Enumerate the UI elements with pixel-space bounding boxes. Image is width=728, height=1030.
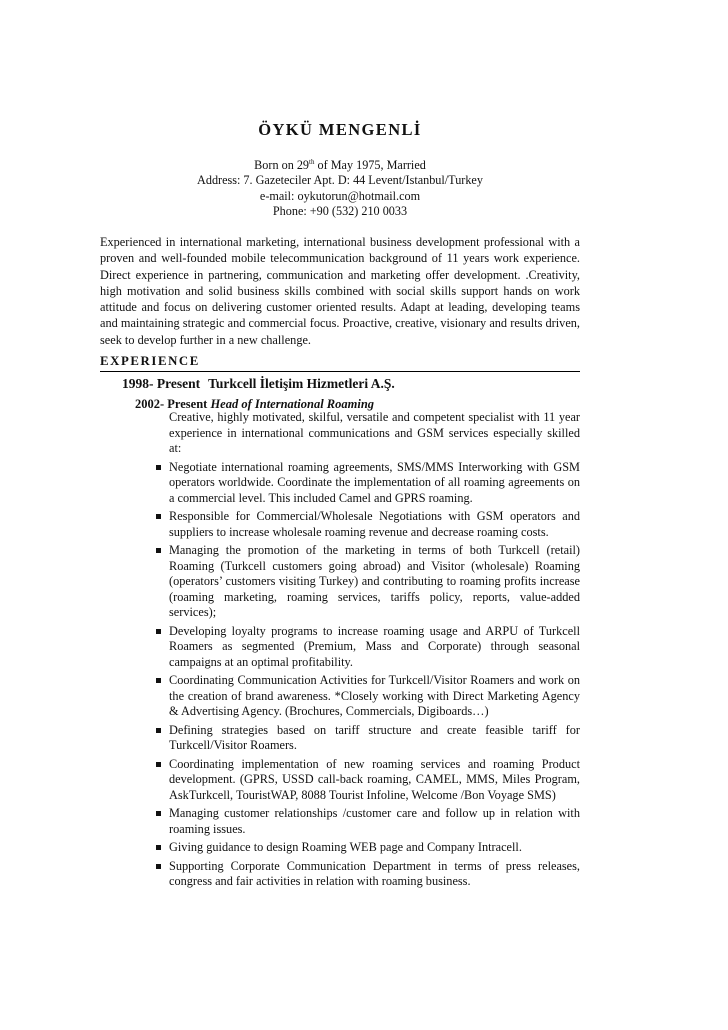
list-item: Managing customer relationships /customer care and follow up in relation with roaming issues.: [169, 806, 580, 837]
candidate-name: ÖYKÜ MENGENLİ: [258, 120, 422, 139]
company-heading: [122, 376, 395, 392]
company-name: Turkcell İletişim Hizmetleri A.Ş.: [208, 376, 395, 391]
square-bullet-icon: [156, 728, 161, 733]
list-item: Managing the promotion of the marketing in terms of both Turkcell (retail) Roaming (Turkcell customers going abroad) and Visitor (wholesale) Roaming (operators’ customers visiting Turkey) and contributing to roaming profits increase (roaming marketing, roaming services, tariffs policy, reports, value-added services);: [169, 543, 580, 621]
square-bullet-icon: [156, 629, 161, 634]
responsibility-list: [169, 460, 580, 890]
square-bullet-icon: [156, 864, 161, 869]
square-bullet-icon: [156, 811, 161, 816]
square-bullet-icon: [156, 514, 161, 519]
birth-info: [100, 158, 580, 173]
phone: Phone: +90 (532) 210 0033: [272, 203, 408, 218]
list-item: Coordinating implementation of new roaming services and roaming Product development. (GPRS, USSD call-back roaming, CAMEL, MMS, Miles Program, AskTurkcell, TouristWAP, 8088 Tourist Infoline, Welcome /Bon Voyage SMS): [169, 757, 580, 804]
list-item: Coordinating Communication Activities for Turkcell/Visitor Roamers and work on the creation of brand awareness. *Closely working with Direct Marketing Agency & Advertising Agency. (Brochures, Commercials, Digiboards…): [169, 673, 580, 720]
square-bullet-icon: [156, 465, 161, 470]
role-description: [169, 410, 580, 893]
role-intro: Creative, highly motivated, skilful, versatile and competent specialist with 11 year experience in international communications and GSM services especially skilled at:: [169, 410, 580, 455]
square-bullet-icon: [156, 548, 161, 553]
square-bullet-icon: [156, 762, 161, 767]
list-item: Negotiate international roaming agreements, SMS/MMS Interworking with GSM operators worldwide. Coordinate the implementation of all roaming agreements on a commercial level. This included Camel and GPRS roaming.: [169, 460, 580, 507]
list-item: Supporting Corporate Communication Department in terms of press releases, congress and fair activities in relation with roaming business.: [169, 859, 580, 890]
birth-superscript: th: [309, 158, 315, 166]
section-title-experience: EXPERIENCE: [100, 354, 580, 372]
list-item: Giving guidance to design Roaming WEB page and Company Intracell.: [169, 840, 580, 856]
address: Address: 7. Gazeteciler Apt. D: 44 Levent/Istanbul/Turkey: [197, 173, 483, 188]
contact-block: [100, 158, 580, 219]
list-item: Developing loyalty programs to increase roaming usage and ARPU of Turkcell Roamers as segmented (Premium, Mass and Corporate) through seasonal campaigns at an optimal profitability.: [169, 624, 580, 671]
birth-suffix: of May 1975, Married: [314, 158, 426, 172]
role-title: Head of International Roaming: [210, 397, 375, 411]
role-years: 2002- Present: [135, 397, 208, 411]
square-bullet-icon: [156, 845, 161, 850]
list-item: Responsible for Commercial/Wholesale Negotiations with GSM operators and suppliers to increase wholesale roaming revenue and decrease roaming costs.: [169, 509, 580, 540]
company-years: 1998- Present: [122, 376, 201, 391]
profile-summary: Experienced in international marketing, international business development professional with a proven and well-founded mobile telecommunication background of 11 years work experience. Direct experience in partnering, communication and marketing offer development. .Creativity, high motivation and solid business skills combined with social skills support hands on work attitude and focus on delivering customer oriented results. Adapt at leading, developing teams and maintaining strategic and commercial focus. Proactive, creative, visionary and results driven, seek to develop further in a new challenge.: [100, 235, 580, 347]
list-item: Defining strategies based on tariff structure and create feasible tariff for Turkcell/Visitor Roamers.: [169, 723, 580, 754]
square-bullet-icon: [156, 678, 161, 683]
birth-prefix: Born on 29: [254, 158, 310, 172]
email: e-mail: oykutorun@hotmail.com: [259, 188, 421, 203]
